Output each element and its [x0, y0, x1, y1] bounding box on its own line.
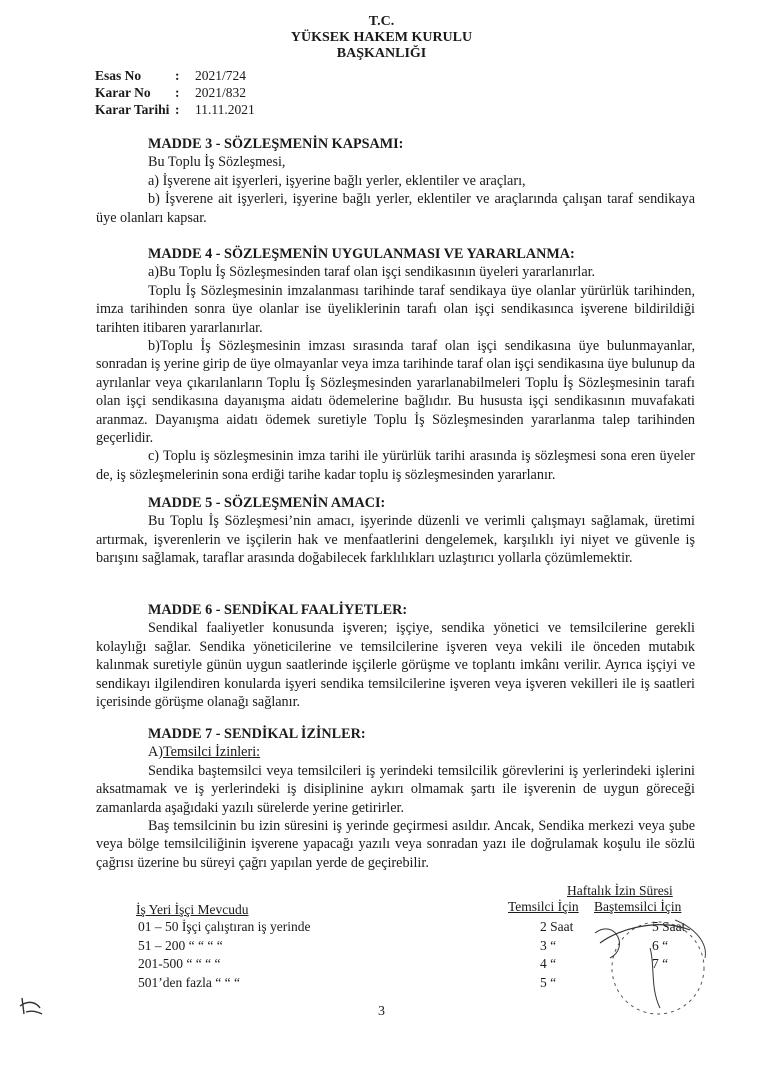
subsection-prefix: A) [148, 744, 163, 761]
meta-key: Esas No [95, 68, 142, 83]
header-line-tc: T.C. [368, 14, 395, 29]
section-madde-3 [96, 135, 695, 227]
table-representative-values [540, 918, 573, 992]
table-cell: 6 “ [652, 937, 669, 953]
meta-sep: : [175, 102, 180, 117]
meta-value: 2021/832 [195, 85, 247, 100]
table-cell: 5 Saat [652, 919, 686, 934]
table-col-representative: Temsilci İçin [508, 899, 579, 914]
subsection-title [96, 743, 695, 761]
section-madde-5 [96, 494, 695, 568]
meta-value: 2021/724 [195, 68, 247, 83]
section-title: MADDE 7 - SENDİKAL İZİNLER: [148, 726, 366, 742]
table-col-head-representative: Baştemsilci İçin [594, 899, 682, 914]
meta-value: 11.11.2021 [195, 102, 255, 117]
paragraph: a) İşverene ait işyerleri, işyerine bağlı yerler, eklentiler ve araçları, [148, 172, 526, 189]
paragraph: b)Toplu İş Sözleşmesinin imzası sırasında taraf olan işçi sendikasına üye bulunmayanlar, sonradan iş yerine girip de üye olmayanlar veya imza tarihinde taraf olan işçi sendikasına üye bulunup da ayrılanlar veya çıkarılanların Toplu İş Sözleşmesinden yararlanabilmeleri Toplu İş Sözleşmesinin tarafı olan işçi sendikasına dayanışma aidatı ödemelerine bağlıdır. Bu hususta işçi sendikasının muvafakati aranmaz. Dayanışma aidatı ödemek suretiyle Toplu İş Sözleşmesinden yararlanma talep tarihinden geçerlidir. [96, 338, 695, 447]
section-madde-4 [96, 245, 695, 484]
section-title: MADDE 6 - SENDİKAL FAALİYETLER: [148, 602, 408, 618]
meta-row-esas [95, 67, 255, 84]
paragraph: Toplu İş Sözleşmesinin imzalanması tarihinde taraf sendikaya üye olanlar yürürlük tarihinden, imza tarihinden sonra üye olanlar ise üyeliklerinin tarafı olan işçi sendikasınca işverene bildirildiği tarihten itibaren yararlanırlar. [96, 282, 695, 336]
paragraph: c) Toplu iş sözleşmesinin imza tarihi ile yürürlük tarihi arasında iş sözleşmesi sona eren üyeler de, iş sözleşmelerinin sona erdiği tarihe kadar toplu iş sözleşmesinden yararlanır. [96, 448, 695, 483]
section-title: MADDE 5 - SÖZLEŞMENİN AMACI: [148, 495, 386, 511]
meta-key: Karar No [95, 85, 151, 100]
table-cell: 7 “ [652, 956, 669, 972]
paragraph: Sendikal faaliyetler konusunda işveren; işçiye, sendika yönetici ve temsilcilerine gerekli kolaylığı sağlar. Sendika yöneticilerine ve temsilcilerine işveren veya vekili ile önceden mutabık kalınmak suretiyle günün uygun saatlerinde işçilerle görüşme ve toplantı imkânı verilir. Ayrıca işçiyi ve sendikayı ilgilendiren konularda işyeri sendika temsilcilerine işveren veya işveren vekilleri ile iş saatleri içerisinde görüşme olanağı sağlanır. [96, 620, 695, 711]
meta-sep: : [175, 85, 180, 100]
header-line-institution: YÜKSEK HAKEM KURULU [290, 30, 473, 45]
case-meta [95, 67, 255, 118]
paragraph: Sendika baştemsilci veya temsilcileri iş yerindeki temsilcilik görevlerini iş yerlerindeki işlerini aksatmamak ve iş yerlerindeki iş disiplinine aykırı olmamak şartı ile işverenin de uygun göreceği zamanlarda aşağıdaki yazılı sürelerde yerine getirirler. [96, 762, 695, 816]
section-title: MADDE 3 - SÖZLEŞMENİN KAPSAMI: [148, 136, 404, 152]
table-ranges [138, 918, 310, 992]
table-cell: 3 “ [540, 937, 557, 953]
paragraph: b) İşverene ait işyerleri, işyerine bağlı yerler, eklentiler ve araçlarında çalışan taraf sendikaya üye olanları kapsar. [96, 191, 695, 226]
subsection-label: Temsilci İzinleri: [162, 744, 261, 761]
table-cell: 4 “ [540, 956, 557, 972]
paragraph: Baş temsilcinin bu izin süresini iş yerinde geçirmesi asıldır. Ancak, Sendika merkezi veya şube veya bölge temsilciliğinin işverene yapacağı yazılı veya sonradan yazı ile doğrulamak koşulu ile sözlü çağrısı üzerine bu süreyi çağrı yapılan yerde de geçirebilir. [96, 818, 695, 871]
header-line-presidency: BAŞKANLIĞI [336, 46, 427, 61]
section-madde-6 [96, 601, 695, 711]
table-cell: 2 Saat [540, 919, 574, 934]
meta-key: Karar Tarihi [95, 102, 170, 117]
table-row-range: 501’den fazla “ “ “ [138, 974, 240, 990]
table-row-range: 201-500 “ “ “ “ [138, 956, 221, 972]
table-right-heading: Haftalık İzin Süresi [567, 883, 673, 898]
paragraph: a)Bu Toplu İş Sözleşmesinden taraf olan işçi sendikasının üyeleri yararlanırlar. [148, 264, 596, 281]
paragraph: Bu Toplu İş Sözleşmesi, [148, 154, 286, 171]
section-madde-7 [96, 725, 695, 872]
section-title: MADDE 4 - SÖZLEŞMENİN UYGULANMASI VE YARARLANMA: [148, 246, 575, 262]
page-number: 3 [378, 1004, 385, 1019]
paragraph: Bu Toplu İş Sözleşmesi’nin amacı, işyerinde düzenli ve verimli çalışmayı sağlamak, üretimi artırmak, işverenlerin ve işçilerin hak ve menfaatlerini dengelemek, karşılıklı iyi niyet ve güvenle iş barışını sağlamak, taraflar arasında doğabilecek farklılıkları uzlaştırıcı yollarla çözümlemektir. [96, 513, 695, 567]
meta-row-karar [95, 84, 255, 101]
meta-sep: : [175, 68, 180, 83]
table-row-range: 51 – 200 “ “ “ “ [138, 937, 223, 953]
table-row-range: 01 – 50 İşçi çalıştıran iş yerinde [138, 919, 311, 934]
table-left-heading: İş Yeri İşçi Mevcudu [136, 902, 249, 917]
meta-row-tarih [95, 101, 255, 118]
table-cell: 5 “ [540, 974, 557, 990]
